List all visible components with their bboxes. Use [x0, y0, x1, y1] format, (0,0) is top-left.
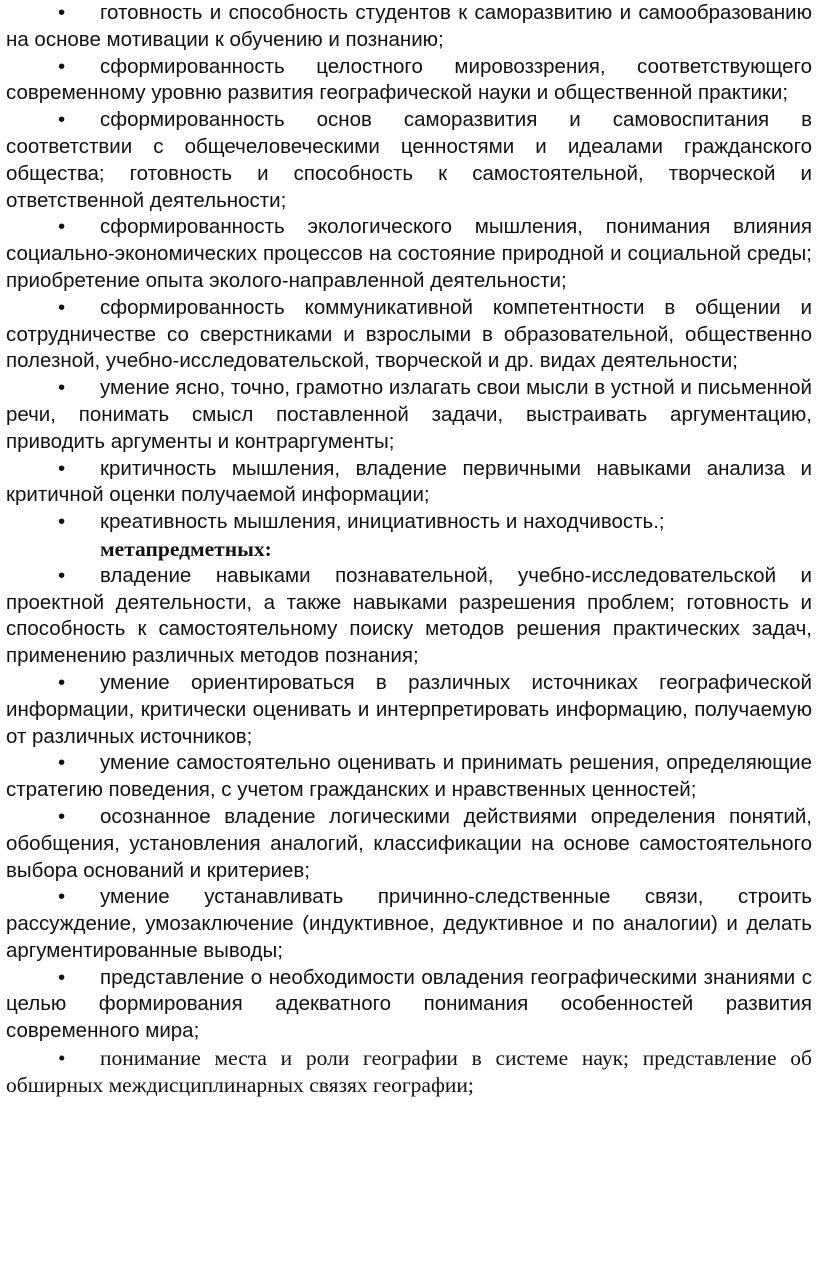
bullet: •: [58, 885, 66, 909]
list-item: [6, 0, 812, 54]
bullet: •: [58, 1046, 66, 1071]
list-item: [6, 54, 812, 108]
bullet: •: [58, 670, 66, 694]
list-item-text: умение ясно, точно, грамотно излагать свои мысли в устной и письменной речи, понимать смысл поставленной задачи, выстраивать аргументацию, приводить аргументы и контраргументы;: [6, 376, 812, 453]
list-item-text: сформированность основ саморазвития и самовоспитания в соответствии с общечеловеческими ценностями и идеалами гражданского общества; готовность и способность к самостоятельной, творческой и ответственной деятельности;: [6, 108, 812, 212]
bullet: •: [58, 108, 66, 132]
list-item-text: сформированность коммуникативной компетентности в общении и сотрудничестве со сверстниками и взрослыми в образовательной, общественно полезной, учебно-исследовательской, творческой и др. видах деятельности;: [6, 295, 812, 373]
bullet: •: [58, 751, 66, 775]
list-item-text: представление о необходимости овладения географическими знаниями с целью формирования адекватного понимания особенностей развития современного мира;: [6, 965, 812, 1043]
list-item: [6, 375, 812, 455]
bullet: •: [58, 295, 66, 319]
list-item: [6, 1045, 812, 1099]
bullet: •: [58, 965, 66, 989]
list-item-text: критичность мышления, владение первичными навыками анализа и критичной оценки получаемой информации;: [6, 456, 812, 507]
list-item: [6, 563, 812, 670]
bullet: •: [58, 54, 66, 78]
list-item-text: понимание места и роли географии в системе наук; представление об обширных междисциплинарных связях географии;: [6, 1046, 812, 1097]
list-item: [6, 509, 812, 536]
bullet: •: [58, 1, 66, 24]
list-item: [6, 884, 812, 964]
list-item-text: готовность и способность студентов к саморазвитию и самообразованию на основе мотивации к обучению и познанию;: [6, 1, 812, 51]
list-item-text: владение навыками познавательной, учебно-исследовательской и проектной деятельности, а также навыками разрешения проблем; готовность и способность к самостоятельному поиску методов решения практических задач, применению различных методов познания;: [6, 563, 812, 668]
list-item-text: умение самостоятельно оценивать и принимать решения, определяющие стратегию поведения, с учетом гражданских и нравственных ценностей;: [6, 751, 812, 802]
section-heading: метапредметных:: [100, 536, 272, 561]
list-item: [6, 965, 812, 1045]
list-item: [6, 295, 812, 375]
list-item: [6, 750, 812, 804]
list-item: [6, 804, 812, 884]
bullet: •: [58, 804, 66, 828]
list-item-text: сформированность целостного мировоззрения, соответствующего современному уровню развития географической науки и общественной практики;: [6, 54, 812, 105]
list-item-text: умение устанавливать причинно-следственные связи, строить рассуждение, умозаключение (индуктивное, дедуктивное и по аналогии) и делать аргументированные выводы;: [6, 885, 812, 962]
bullet: •: [58, 456, 66, 480]
list-item: [6, 670, 812, 750]
personal-results-list: [6, 0, 812, 536]
bullet: •: [58, 510, 66, 534]
list-item-text: умение ориентироваться в различных источниках географической информации, критически оценивать и интерпретировать информацию, получаемую от различных источников;: [6, 670, 812, 748]
bullet: •: [58, 563, 66, 587]
bullet: •: [58, 215, 66, 239]
bullet: •: [58, 376, 66, 400]
list-item: [6, 214, 812, 294]
list-item-text: сформированность экологического мышления, понимания влияния социально-экономических процессов на состояние природной и социальной среды; приобретение опыта эколого-направленной деятельности;: [6, 215, 812, 292]
list-item-text: креативность мышления, инициативность и находчивость.;: [100, 510, 665, 534]
list-item: [6, 456, 812, 510]
list-item-text: осознанное владение логическими действиями определения понятий, обобщения, установления аналогий, классификации на основе самостоятельного выбора оснований и критериев;: [6, 804, 812, 882]
metasubject-results-list: [6, 563, 812, 1099]
list-item: [6, 107, 812, 214]
